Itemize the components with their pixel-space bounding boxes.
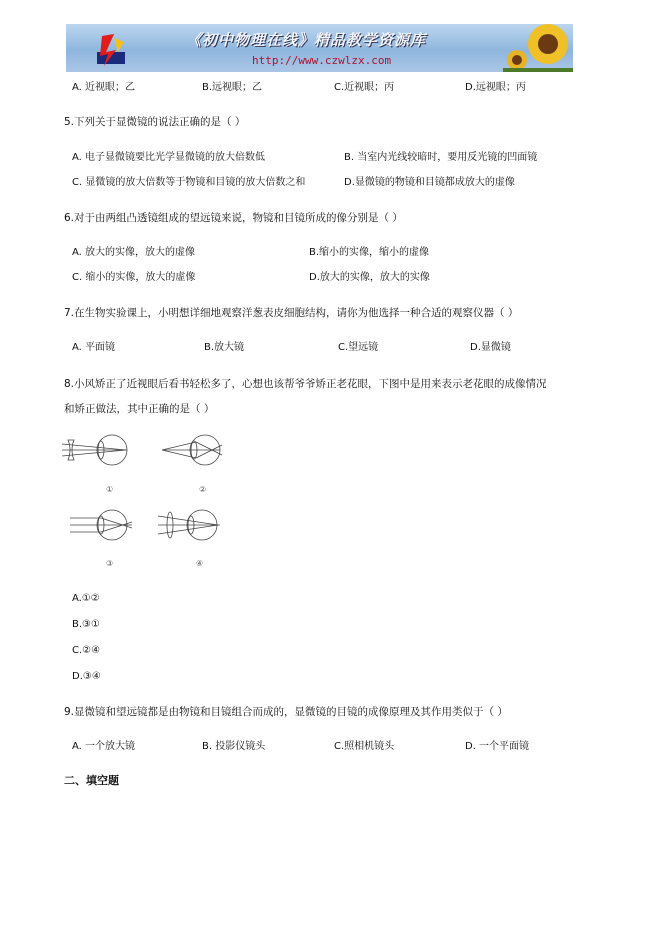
- eye-diagram-4: [158, 510, 220, 540]
- q9-stem: 9.显微镜和望远镜都是由物镜和目镜组合而成的，显微镜的目镜的成像原理及其作用类似于（ ）: [64, 706, 508, 718]
- q6-stem: 6.对于由两组凸透镜组成的望远镜来说，物镜和目镜所成的像分别是（ ）: [64, 212, 403, 224]
- header-banner: [66, 24, 573, 72]
- eye-diagram-2-label: ②: [199, 485, 207, 494]
- q9-option-b[interactable]: B. 投影仪镜头: [202, 741, 266, 752]
- q4-option-d[interactable]: D.远视眼；丙: [465, 82, 526, 93]
- eye-diagram-2: [162, 435, 222, 465]
- q8-option-c[interactable]: C.②④: [72, 645, 101, 656]
- q5-option-d[interactable]: D.显微镜的物镜和目镜都成放大的虚像: [344, 177, 515, 188]
- q6-option-d[interactable]: D.放大的实像，放大的实像: [309, 272, 430, 283]
- q9-option-a[interactable]: A. 一个放大镜: [72, 741, 136, 752]
- q8-stem-line1: 8.小风矫正了近视眼后看书轻松多了，心想也该帮爷爷矫正老花眼，下图中是用来表示老花眼的成像情况: [64, 378, 547, 390]
- q7-option-a[interactable]: A. 平面镜: [72, 342, 116, 353]
- eye-diagram-figure: [62, 430, 242, 570]
- site-logo-icon: [94, 32, 128, 68]
- q6-option-b[interactable]: B.缩小的实像，缩小的虚像: [309, 247, 430, 258]
- q8-option-d[interactable]: D.③④: [72, 671, 101, 682]
- eye-diagram-1-label: ①: [106, 485, 114, 494]
- q4-option-b[interactable]: B.远视眼；乙: [202, 82, 263, 93]
- q7-option-c[interactable]: C.望远镜: [338, 342, 379, 353]
- q5-option-c[interactable]: C. 显微镜的放大倍数等于物镜和目镜的放大倍数之和: [72, 177, 306, 188]
- q6-option-c[interactable]: C. 缩小的实像，放大的虚像: [72, 272, 196, 283]
- q8-stem-line2: 和矫正做法，其中正确的是（ ）: [64, 403, 215, 415]
- q6-option-a[interactable]: A. 放大的实像，放大的虚像: [72, 247, 196, 258]
- q5-stem: 5.下列关于显微镜的说法正确的是（ ）: [64, 116, 246, 128]
- q9-option-c[interactable]: C.照相机镜头: [334, 741, 395, 752]
- q7-option-d[interactable]: D.显微镜: [470, 342, 511, 353]
- q8-option-b[interactable]: B.③①: [72, 619, 100, 630]
- q9-option-d[interactable]: D. 一个平面镜: [465, 741, 530, 752]
- q4-option-a[interactable]: A. 近视眼；乙: [72, 82, 136, 93]
- eye-diagram-4-label: ④: [196, 559, 204, 568]
- eye-diagram-3-label: ③: [106, 559, 114, 568]
- q5-option-a[interactable]: A. 电子显微镜要比光学显微镜的放大倍数低: [72, 152, 266, 163]
- banner-url: http://www.czwlzx.com: [252, 54, 392, 67]
- q7-option-b[interactable]: B.放大镜: [204, 342, 245, 353]
- q7-stem: 7.在生物实验课上，小明想详细地观察洋葱表皮细胞结构，请你为他选择一种合适的观察仪器（ ）: [64, 307, 519, 319]
- eye-diagram-3: [70, 510, 132, 540]
- section-heading: 二、填空题: [64, 774, 119, 787]
- eye-diagram-1: [62, 435, 127, 465]
- q5-option-b[interactable]: B. 当室内光线较暗时，要用反光镜的凹面镜: [344, 152, 538, 163]
- sunflower-icon: [503, 24, 573, 72]
- q8-option-a[interactable]: A.①②: [72, 593, 100, 604]
- banner-title: 《初中物理在线》精品教学资源库: [186, 31, 427, 49]
- q4-option-c[interactable]: C.近视眼；丙: [334, 82, 395, 93]
